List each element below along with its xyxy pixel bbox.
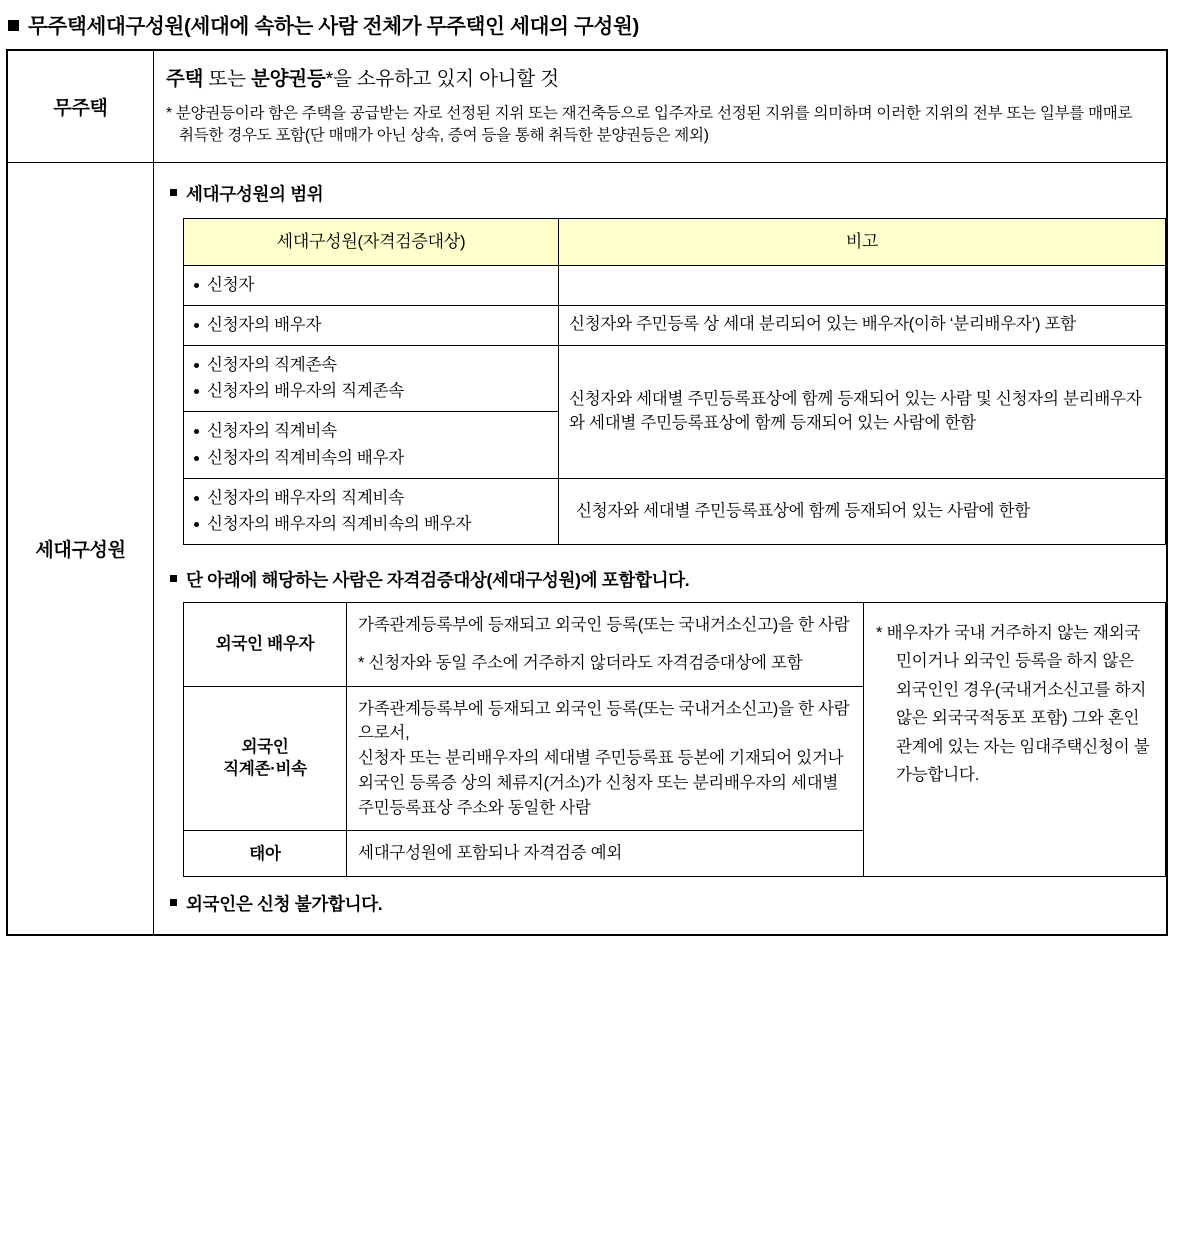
list-item [194,446,548,471]
household-bullet-foreigner-not-allowed-label: 외국인은 신청 불가합니다. [186,894,383,915]
foreigner-category-lineal-line1: 외국인 [241,738,289,757]
table-row-household [7,162,1167,935]
bullet-dot-icon [194,522,199,527]
foreigner-category-fetus: 태아 [184,831,347,877]
page-title [0,0,1180,49]
list-item-label: 신청자의 직계존속 [207,355,337,374]
list-item-label: 신청자의 배우자의 직계비속 [207,488,404,507]
no-house-heading [166,63,1150,103]
foreigner-side-note-cell [864,603,1166,877]
bullet-dot-icon [194,363,199,368]
list-item [194,313,548,338]
table-row [184,345,1166,412]
scope-table-header-row [184,218,1166,265]
household-bullet-included-label: 단 아래에 해당하는 사람은 자격검증대상(세대구성원)에 포함합니다. [186,570,690,591]
household-bullet-scope [170,181,1152,206]
household-bullet-scope-label: 세대구성원의 범위 [186,183,324,204]
foreigner-category-lineal-line2: 직계존·비속 [223,760,307,779]
list-item [194,273,548,298]
bullet-dot-icon [194,323,199,328]
bullet-dot-icon [194,496,199,501]
no-house-heading-tail: *을 소유하고 있지 아니할 것 [325,68,559,90]
household-bullet-foreigner-not-allowed [170,891,1152,916]
square-bullet-icon [170,899,177,906]
foreigner-category-lineal [184,686,347,831]
scope-members-cell [184,412,559,479]
list-item [194,512,548,537]
list-item-label: 신청자의 배우자의 직계존속 [207,382,404,401]
scope-col-header-remark: 비고 [559,218,1166,265]
foreigner-desc-paragraph: 가족관계등록부에 등재되고 외국인 등록(또는 국내거소신고)을 한 사람으로서, [358,699,850,743]
foreigner-desc-fetus: 세대구성원에 포함되나 자격검증 예외 [347,831,864,877]
table-row [184,603,1166,687]
bullet-dot-icon [194,389,199,394]
scope-members-cell [184,266,559,306]
row-label-no-house: 무주택 [7,50,154,162]
square-bullet-icon [8,20,19,31]
no-house-heading-bold-2: 분양권등 [251,68,326,90]
table-row [184,478,1166,545]
list-item-label: 신청자의 직계비속 [207,422,337,441]
main-table [6,49,1168,936]
page-title-text: 무주택세대구성원(세대에 속하는 사람 전체가 무주택인 세대의 구성원) [28,15,640,38]
list-item [194,353,548,378]
row-body-household [154,162,1168,935]
table-row [184,305,1166,345]
list-item [194,419,548,444]
scope-table [183,218,1166,545]
scope-remark-cell: 신청자와 세대별 주민등록표상에 함께 등재되어 있는 사람에 한함 [559,478,1166,545]
square-bullet-icon [170,575,177,582]
row-body-no-house [154,50,1168,162]
foreigner-desc-spouse [347,603,864,687]
scope-col-header-member: 세대구성원(자격검증대상) [184,218,559,265]
list-item-label: 신청자 [207,276,255,295]
table-row-no-house [7,50,1167,162]
foreigner-desc-paragraph: 가족관계등록부에 등재되고 외국인 등록(또는 국내거소신고)을 한 사람 [358,616,850,635]
list-item [194,379,548,404]
foreigner-desc-paragraph: * 신청자와 동일 주소에 거주하지 않더라도 자격검증대상에 포함 [358,653,803,672]
foreigner-table [183,602,1166,877]
no-house-heading-mid: 또는 [203,68,251,90]
list-item-label: 신청자의 배우자의 직계비속의 배우자 [207,515,472,534]
foreigner-desc-lineal [347,686,864,831]
no-house-heading-bold-1: 주택 [166,68,204,90]
scope-members-cell [184,478,559,545]
scope-members-cell [184,305,559,345]
list-item-label: 신청자의 직계비속의 배우자 [207,448,404,467]
foreigner-category-spouse: 외국인 배우자 [184,603,347,687]
household-bullet-included [170,567,1152,592]
foreigner-side-note-text: * 배우자가 국내 거주하지 않는 재외국민이거나 외국인 등록을 하지 않은 외국인인 경우(국내거소신고를 하지 않은 외국국적동포 포함) 그와 혼인관계에 있는 자는 임대주택신청이 불가능합니다. [876,624,1150,784]
list-item-label: 신청자의 배우자 [207,315,322,334]
scope-remark-cell [559,266,1166,306]
row-label-household: 세대구성원 [7,162,154,935]
bullet-dot-icon [194,456,199,461]
list-item [194,486,548,511]
table-row [184,266,1166,306]
square-bullet-icon [170,189,177,196]
foreigner-desc-paragraph: 외국인 등록증 상의 체류지(거소)가 신청자 또는 분리배우자의 세대별 주민등록표상 주소와 동일한 사람 [358,773,839,817]
bullet-dot-icon [194,429,199,434]
bullet-dot-icon [194,283,199,288]
scope-remark-cell: 신청자와 주민등록 상 세대 분리되어 있는 배우자(이하 ‘분리배우자’) 포함 [559,305,1166,345]
scope-remark-cell: 신청자와 세대별 주민등록표상에 함께 등재되어 있는 사람 및 신청자의 분리배우자와 세대별 주민등록표상에 함께 등재되어 있는 사람에 한함 [559,345,1166,478]
no-house-footnote: * 분양권등이라 함은 주택을 공급받는 자로 선정된 지위 또는 재건축등으로 입주자로 선정된 지위를 의미하며 이러한 지위의 전부 또는 일부를 매매로 취득한 경우도 포함(단 매매가 아닌 상속, 증여 등을 통해 취득한 분양권등은 제외) [166,105,1133,145]
foreigner-desc-paragraph: 신청자 또는 분리배우자의 세대별 주민등록표 등본에 기재되어 있거나 [358,749,844,768]
scope-members-cell [184,345,559,412]
